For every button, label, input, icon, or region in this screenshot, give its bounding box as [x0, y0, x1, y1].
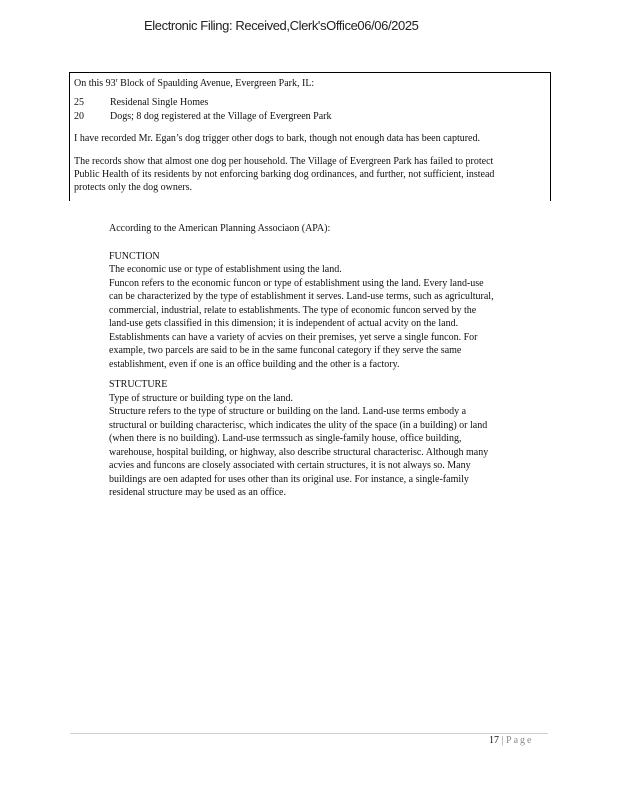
function-line: Funcon refers to the economic funcon or type of establishment using the land. Every land-use	[109, 277, 484, 289]
function-line: Establishments can have a variety of acvies on their premises, yet serve a single funcon. For	[109, 331, 478, 343]
structure-subtitle: Type of structure or building type on the land.	[109, 392, 293, 404]
box-paragraph-records-line: Public Health of its residents by not enforcing barking dog ordinances, and further, not sufficient, instead	[74, 169, 495, 180]
function-line: can be characterized by the type of establishment it serves. Land-use terms, such as agricultural,	[109, 291, 494, 302]
structure-heading: STRUCTURE	[109, 379, 168, 390]
structure-line: acvies and funcons are closely associated with certain structures, it is not always so. Many	[109, 460, 471, 471]
function-heading: FUNCTION	[109, 250, 160, 262]
page-number: 17 | Page	[489, 735, 534, 746]
box-paragraph-records-line: protects only the dog owners.	[74, 182, 193, 193]
function-subtitle: The economic use or type of establishment using the land.	[109, 264, 342, 275]
count-row-homes: 25 Residenal Single Homes	[74, 97, 209, 108]
box-intro: On this 93$^r$ Block of Spaulding Avenue, Evergreen Park, IL:	[74, 78, 315, 89]
apa-intro: According to the American Planning Associaon (APA):	[109, 223, 331, 234]
electronic-filing-stamp: Electronic Filing: Received,Clerk'sOffice06/06/2025	[144, 18, 419, 33]
structure-line: warehouse, hospital building, or highway, also describe structural characterisc. Although many	[109, 446, 489, 458]
structure-line: buildings are oen adapted for uses other than its original use. For instance, a single-family	[109, 473, 469, 485]
structure-line: Structure refers to the type of structure or building on the land. Land-use terms embody a	[109, 406, 467, 417]
structure-line: (when there is no building). Land-use termssuch as single-family house, office building,	[109, 433, 462, 444]
apa-definitions	[109, 222, 559, 500]
structure-line: structural or building characterisc, which indicates the ulity of the space (in a building) or land	[109, 419, 488, 431]
box-paragraph-recorded: I have recorded Mr. Egan’s dog trigger other dogs to bark, though not enough data has been captured.	[74, 133, 480, 144]
footer-divider	[70, 733, 548, 734]
structure-line: residenal structure may be used as an office.	[109, 487, 286, 498]
dog-census-box	[69, 72, 551, 201]
function-line: example, two parcels are said to be in the same funconal category if they serve the same	[109, 345, 462, 356]
function-line: commercial, industrial, relate to establishments. The type of economic funcon served by the	[109, 304, 477, 316]
box-paragraph-records-line: The records show that almost one dog per household. The Village of Evergreen Park has failed to protect	[74, 156, 494, 167]
function-line: establishment, even if one is an office building and the other is a factory.	[109, 358, 400, 370]
function-line: land-use gets classified in this dimension; it is independent of actual acvity on the land.	[109, 318, 459, 329]
count-row-dogs: 20 Dogs; 8 dog registered at the Village of Evergreen Park	[74, 111, 332, 122]
